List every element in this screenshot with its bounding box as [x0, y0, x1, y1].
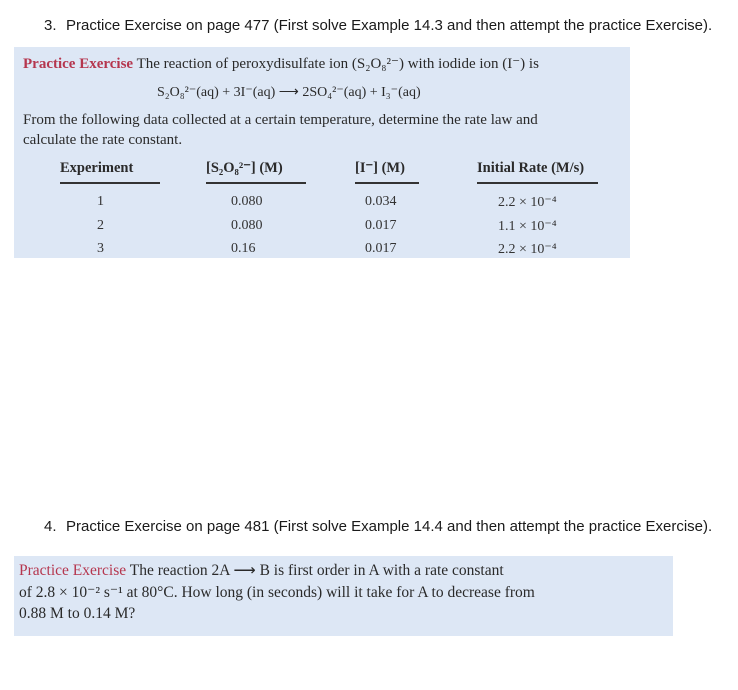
- header-rule-iodide: [355, 182, 419, 184]
- table-cell: 0.16: [231, 241, 256, 256]
- question-4-text: Practice Exercise on page 481 (First solve Example 14.4 and then attempt the practice Exercise).: [66, 518, 713, 535]
- table-cell: 0.017: [365, 241, 397, 256]
- exercise-2-line-1: [19, 561, 504, 580]
- table-cell: 0.017: [365, 218, 397, 233]
- table-cell: 0.080: [231, 218, 263, 233]
- practice-exercise-box-2: [14, 556, 673, 636]
- exercise-2-line-1-text: The reaction 2A ⟶ B is first order in A with a rate constant: [129, 562, 504, 579]
- exercise-2-line-2: of 2.8 × 10⁻² s⁻¹ at 80°C. How long (in seconds) will it take for A to decrease from: [19, 584, 535, 601]
- table-cell: 2.2 × 10⁻⁴: [498, 242, 557, 257]
- table-cell: 1: [97, 194, 104, 209]
- question-3-text: Practice Exercise on page 477 (First solve Example 14.3 and then attempt the practice Exercise).: [66, 17, 713, 34]
- exercise-1-title: Practice Exercise: [23, 56, 134, 72]
- table-cell: 1.1 × 10⁻⁴: [498, 219, 557, 234]
- table-cell: 3: [97, 241, 104, 256]
- header-peroxydisulfate-concentration: [S₂O₈²⁻] (M): [206, 160, 283, 176]
- table-cell: 2.2 × 10⁻⁴: [498, 195, 557, 210]
- question-4-number: 4.: [44, 518, 57, 535]
- exercise-1-equation: S₂O₈²⁻(aq) + 3I⁻(aq) ⟶ 2SO₄²⁻(aq) + I₃⁻(aq): [157, 85, 421, 100]
- header-iodide-concentration: [I⁻] (M): [355, 160, 405, 176]
- header-rule-experiment: [60, 182, 160, 184]
- question-3-number: 3.: [44, 17, 57, 34]
- table-cell: 0.080: [231, 194, 263, 209]
- header-experiment: Experiment: [60, 160, 134, 176]
- header-rule-rate: [477, 182, 598, 184]
- header-initial-rate: Initial Rate (M/s): [477, 160, 585, 176]
- exercise-1-intro-line: [23, 54, 539, 73]
- question-3-heading: [44, 17, 712, 34]
- table-cell: 0.034: [365, 194, 397, 209]
- header-rule-peroxydisulfate: [206, 182, 306, 184]
- question-4-heading: [44, 518, 712, 535]
- exercise-2-title: Practice Exercise: [19, 562, 127, 579]
- exercise-1-body-line-1: From the following data collected at a certain temperature, determine the rate law and: [23, 112, 538, 128]
- exercise-2-line-3: 0.88 M to 0.14 M?: [19, 605, 136, 622]
- exercise-1-body-line-2: calculate the rate constant.: [23, 132, 183, 148]
- practice-exercise-box-1: [14, 47, 630, 258]
- exercise-1-intro: The reaction of peroxydisulfate ion (S₂O₈²⁻) with iodide ion (I⁻) is: [136, 56, 539, 72]
- table-cell: 2: [97, 218, 104, 233]
